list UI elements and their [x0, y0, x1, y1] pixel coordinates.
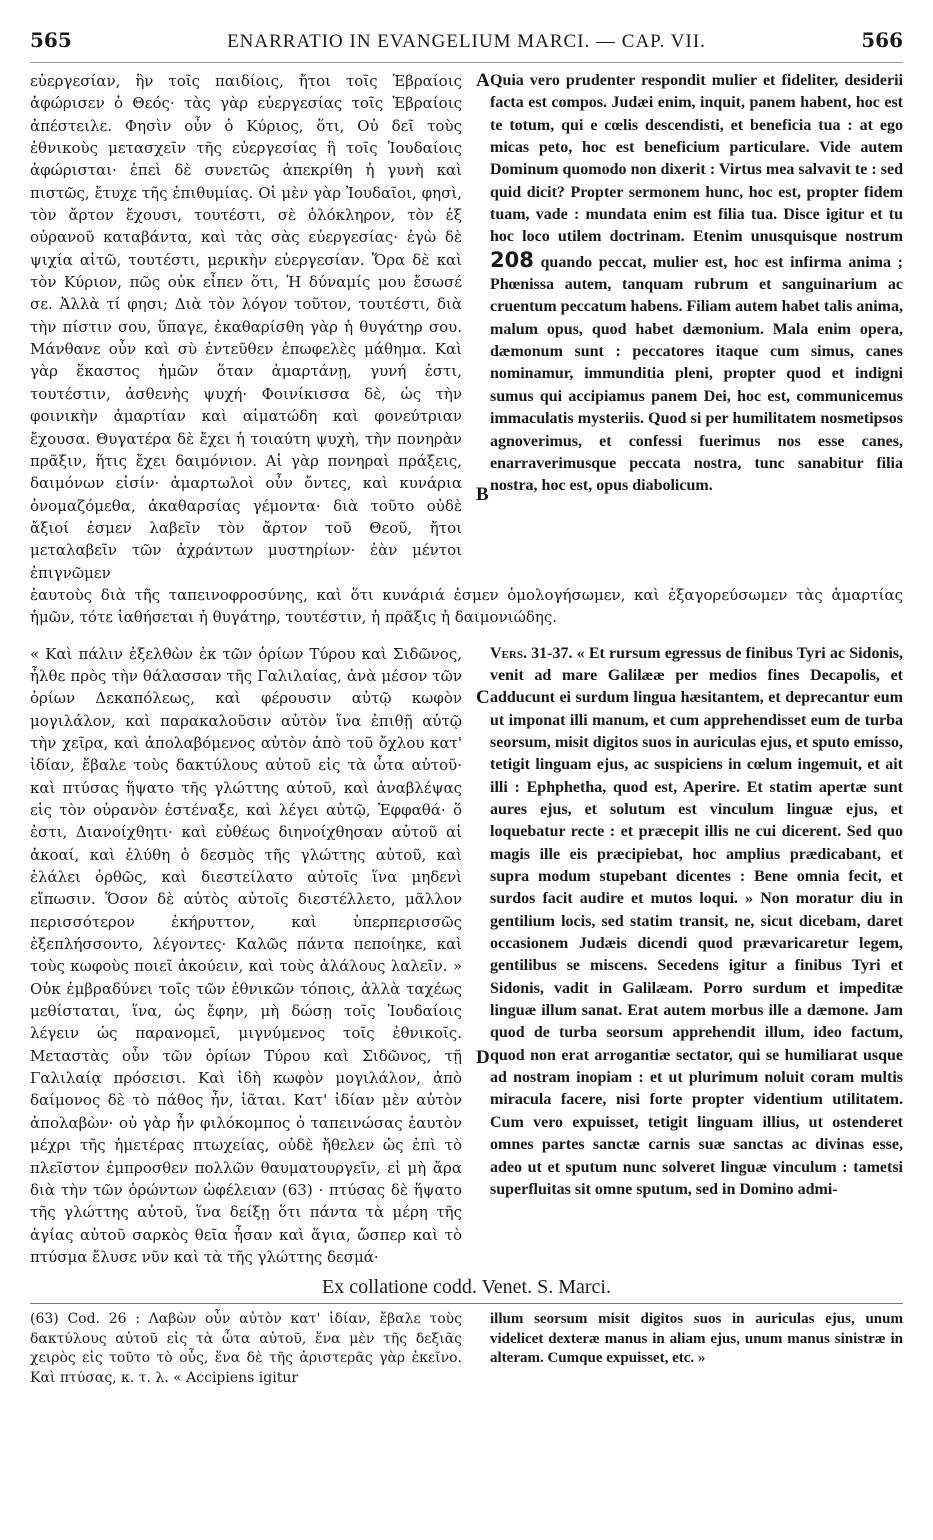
- margin-letter-c: C: [476, 686, 490, 708]
- running-header: [30, 28, 903, 63]
- latin-text-part-b: quando peccat, mulier est, hoc est infirma anima ; Phœnissa autem, tanquam rubrum et sanguinarium ac cruentum peccatum habens. Filiam autem habet talis anima, malum opus, quod habet dæmonium. Mala enim opera, dæmonum sunt : peccatores itaque cum simus, canes nominamur, immunditia pleni, propter quod et indigni sumus qui accipiamus panem Dei, hoc est, communicemus immaculatis mysteriis. Quod si per humilitatem nosmetipsos agnoverimus, et confessi fuerimus nos esse canes, enarraverimusque peccata nostra, tunc sanabitur filia nostra, hoc est, opus diabolicum.: [490, 253, 904, 495]
- running-title: ENARRATIO IN EVANGELIUM MARCI. — CAP. VII.: [227, 31, 706, 52]
- section-one: [30, 70, 903, 584]
- latin-column-1: [470, 70, 903, 584]
- latin-column-2: [470, 643, 903, 1269]
- margin-letter-b: B: [476, 484, 489, 505]
- collation-heading: Ex collatione codd. Venet. S. Marci.: [321, 1276, 611, 1299]
- column-number: 208: [490, 247, 534, 272]
- section-two: [30, 643, 903, 1269]
- footnote-rule: [30, 1303, 903, 1304]
- greek-column-2: « Καὶ πάλιν ἐξελθὼν ἐκ τῶν ὁρίων Τύρου καὶ Σιδῶνος, ἦλθε πρὸς τὴν θάλασσαν τῆς Γαλιλαίας, ἀνὰ μέσον τῶν ὁρίων Δεκαπόλεως, καὶ φέρουσιν αὐτῷ κωφὸν μογιλάλον, καὶ παρακαλοῦσιν αὐτὸν ἵνα ἐπιθῇ αὐτῷ τὴν χεῖρα, καὶ ἀπολαβόμενος αὐτὸν ἀπὸ τοῦ ὄχλου κατ' ἰδίαν, ἔβαλε τοὺς δακτύλους αὐτοῦ εἰς τὰ ὦτα αὐτοῦ· καὶ πτύσας ἥψατο τῆς γλώττης αὐτοῦ, καὶ ἀναβλέψας εἰς τὸν οὐρανὸν ἐστέναξε, καὶ λέγει αὐτῷ, Ἐφφαθά· ὅ ἐστι, Διανοίχθητι· καὶ εὐθέως διηνοίχθησαν αὐτοῦ αἱ ἀκοαί, καὶ ἐλύθη ὁ δεσμὸς τῆς γλώττης αὐτοῦ, καὶ ἐλάλει ὀρθῶς, καὶ διεστείλατο αὐτοῖς ἵνα μηδενὶ εἴπωσιν. Ὅσον δὲ αὐτὸς αὐτοῖς διεστέλλετο, μᾶλλον περισσότερον ἐκήρυττον, καὶ ὑπερπερισσῶς ἐξεπλήσσοντο, λέγοντες· Καλῶς πάντα πεποίηκε, καὶ τοὺς κωφοὺς ποιεῖ ἀκούειν, καὶ τοὺς ἀλάλους λαλεῖν. » Οὐκ ἐμβραδύνει τοῖς τῶν ἐθνικῶν τόποις, ἀλλὰ ταχέως μεθίσταται, ἵνα, ὡς ἔφην, μὴ δώσῃ τοῖς Ἰουδαίοις λέγειν ὡς παρανομεῖ, μιγνύμενος τοῖς ἐθνικοῖς. Μεταστὰς οὖν τῶν ὁρίων Τύρου καὶ Σιδῶνος, τῇ Γαλιλαίᾳ πρόσεισι. Καὶ ἰδὴ κωφὸν μογιλάλον, ἀπὸ δαίμονος δὲ τὸ πάθος ἦν, ἰᾶται. Κατ' ἰδίαν μὲν αὐτὸν ἀπολαβὼν· οὐ γὰρ ἦν φιλόκομπος ὁ ταπεινώσας ἑαυτὸν μέχρι τῆς ἡμετέρας πτωχείας, οὐδὲ ἤθελεν ὡς ἐπὶ τὸ πλεῖστον ἐμπροσθεν πολλῶν θαυματουργεῖν, εἰ μὴ ἄρα διὰ τὴν τῶν ὁρώντων ὠφέλειαν (63) · πτύσας δὲ ἥψατο τῆς γλώττης αὐτοῦ, ἵνα δείξῃ ὅτι πάντα τὰ μέρη τῆς ἁγίας αὐτοῦ σαρκὸς θεῖα ἦσαν καὶ ἅγια, ὥσπερ καὶ τὸ πτύσμα ἔλυσε νῦν καὶ τὰ τῆς γλώττης δεσμά·: [30, 644, 462, 1266]
- latin-text-part-a: Quia vero prudenter respondit mulier et fideliter, desiderii facta est compos. Judæi enim, inquit, panem habent, hoc est te totum, qui e cœlis descendisti, et beneficia tua : at ego micas peto, hoc est beneficium particulare. Vide autem Dominum quomodo non dixerit : Virtus mea salvavit te : sed quid dicit? Propter sermonem hunc, hoc est, propter fidem tuam, vade : mundata enim est filia tua. Disce igitur et tu hoc loco utilem doctrinam. Etenim unusquisque nostrum: [490, 72, 903, 246]
- latin-text-2: « Et rursum egressus de finibus Tyri ac Sidonis, venit ad mare Galilææ per medios fines Decapolis, et adducunt ei surdum lingua hæsitantem, et deprecantur eum ut imponat illi manum, et cum apprehendisset eum de turba seorsum, misit digitos suos in auriculas ejus, et sputo emisso, tetigit linguam ejus, ac suspiciens in cœlum ingemuit, et ait illi : Ephphetha, quod est, Aperire. Et statim apertæ sunt aures ejus, et solutum est vinculum linguæ ejus, et loquebatur recte : et præcepit illis ne cui dicerent. Sed quo magis ille eis præcipiebat, hoc amplius prædicabant, et supra modum stupebant dicentes : Bene omnia fecit, et surdos facit audire et mutos loqui. » Non moratur diu in gentilium locis, sed statim transit, ne, sicut dicebam, daret occasionem Judæis dicendi quod prævaricaretur legem, gentilibus se miscens. Secedens igitur a finibus Tyri et Sidonis, vadit in Galilæam. Porro surdum et impeditæ linguæ illum sanat. Erat autem morbus ille a dæmone. Jam quod de turba seorsum apprehendit illum, ideo factum, quod non erat arrogantiæ sectator, qui se humiliarat usque ad nostram inopiam : et ut plurimum noluit coram multis miracula facere, nisi forte propter videntium utilitatem. Cum vero expuisset, tetigit linguam illius, ut ostenderet omnes partes sanctæ carnis suæ sanctas ac divinas esse, adeo ut et sputum nunc solveret linguæ vinculum : tametsi superfluitas sit omne sputum, sed in Domino admi-: [490, 644, 904, 1198]
- footnote-latin: illum seorsum misit digitos suos in auriculas ejus, unum videlicet dexteræ manus in aliam ejus, unum manus sinistræ in alteram. Cumque expuisset, etc. »: [490, 1311, 903, 1367]
- margin-letter-a: A: [476, 70, 490, 91]
- greek-column-1: εὐεργεσίαν, ἣν τοῖς παιδίοις, ἤτοι τοῖς Ἑβραίοις ἀφώρισεν ὁ Θεός· τὰς γὰρ εὐεργεσίας τοῖς Ἑβραίοις ἀπέστειλε. Φησὶν οὖν ὁ Κύριος, ὅτι, Οὐ δεῖ τοὺς ἐθνικοὺς μετασχεῖν τῆς εὐεργεσίας ἣ τοῖς Ἰουδαίοις ἀφώρισται· ἐπεὶ δὲ συνετῶς ἀπεκρίθη ἡ γυνὴ καὶ πιστῶς, ἔτυχε τῆς ἐπιθυμίας. Οἱ μὲν γὰρ Ἰουδαῖοι, φησὶ, τὸν ἄρτον ἔχουσι, τουτέστι, σὲ ὁλόκληρον, τὸν ἐξ οὐρανοῦ καταβάντα, καὶ τὰς σὰς εὐεργεσίας· ἐγὼ δὲ ψιχία αἰτῶ, τουτέστι, μερικὴν εὐεργεσίαν. Ὅρα δὲ καὶ τὸν Κύριον, πῶς οὐκ εἶπεν ὅτι, Ἡ δύναμίς μου ἔσωσέ σε. Ἀλλὰ τί φησι; Διὰ τὸν λόγον τοῦτον, τουτέστι, διὰ τὴν πίστιν σου, ὕπαγε, ἐκαθαρίσθη γὰρ ἡ θυγάτηρ σου. Μάνθανε οὖν καὶ σὺ ἐντεῦθεν ἐπωφελὲς μάθημα. Καὶ γὰρ ἕκαστος ἡμῶν ὅταν ἁμαρτάνῃ, γυνή ἐστι, τουτέστιν, ἀσθενὴς ψυχή· Φοινίκισσα δὲ, ὡς τὴν φοινικὴν ἁμαρτίαν καὶ αἱματώδη καὶ φονεύτριαν ἔχουσα. Θυγατέρα δὲ ἔχει ἡ τοιαύτη ψυχὴ, τὴν πονηρὰν πρᾶξιν, ἥτις ἔχει δαιμόνιον. Αἱ γὰρ πονηραὶ πράξεις, δαιμόνων εἰσίν· ἁμαρτωλοὶ οὖν ὄντες, καὶ κυνάρια ὀνομαζόμεθα, ἀκαθαρσίας γέμοντα· διὰ τοῦτο οὐδὲ ἄξιοί ἐσμεν λαβεῖν τὸν ἄρτον τοῦ Θεοῦ, ἤτοι μεταλαβεῖν τῶν ἀχράντων μυστηρίων· ἐὰν μέντοι ἐπιγνῶμεν: [30, 72, 462, 582]
- main-text: [30, 70, 903, 1388]
- greek-spanning-lines: ἑαυτοὺς διὰ τῆς ταπεινοφροσύνης, καὶ ὅτι κυνάριά ἐσμεν ὁμολογήσωμεν, καὶ ἐξαγορεύσωμεν τὰς ἁμαρτίας ἡμῶν, τότε ἰαθήσεται ἡ θυγάτηρ, τουτέστιν, ἡ πρᾶξις ἡ δαιμονιώδης.: [30, 585, 903, 627]
- right-page-number: 566: [861, 28, 903, 52]
- margin-letter-d: D: [476, 1046, 490, 1068]
- verse-label: Vers. 31-37.: [490, 644, 573, 662]
- footnote-greek: (63) Cod. 26 : Λαβὼν οὖν αὐτὸν κατ' ἰδίαν, ἔβαλε τοὺς δακτύλους αὐτοῦ εἰς τὰ ὦτα αὐτοῦ, ἕνα μὲν τῆς δεξιᾶς χειρὸς εἰς τοῦτο τὸ οὖς, ἕνα δὲ τῆς ἀριστερᾶς γὰρ ἐκεῖνο. Καὶ πτύσας, κ. τ. λ. « Accipiens igitur: [30, 1311, 462, 1386]
- left-page-number: 565: [30, 28, 72, 52]
- footnotes: [30, 1310, 903, 1388]
